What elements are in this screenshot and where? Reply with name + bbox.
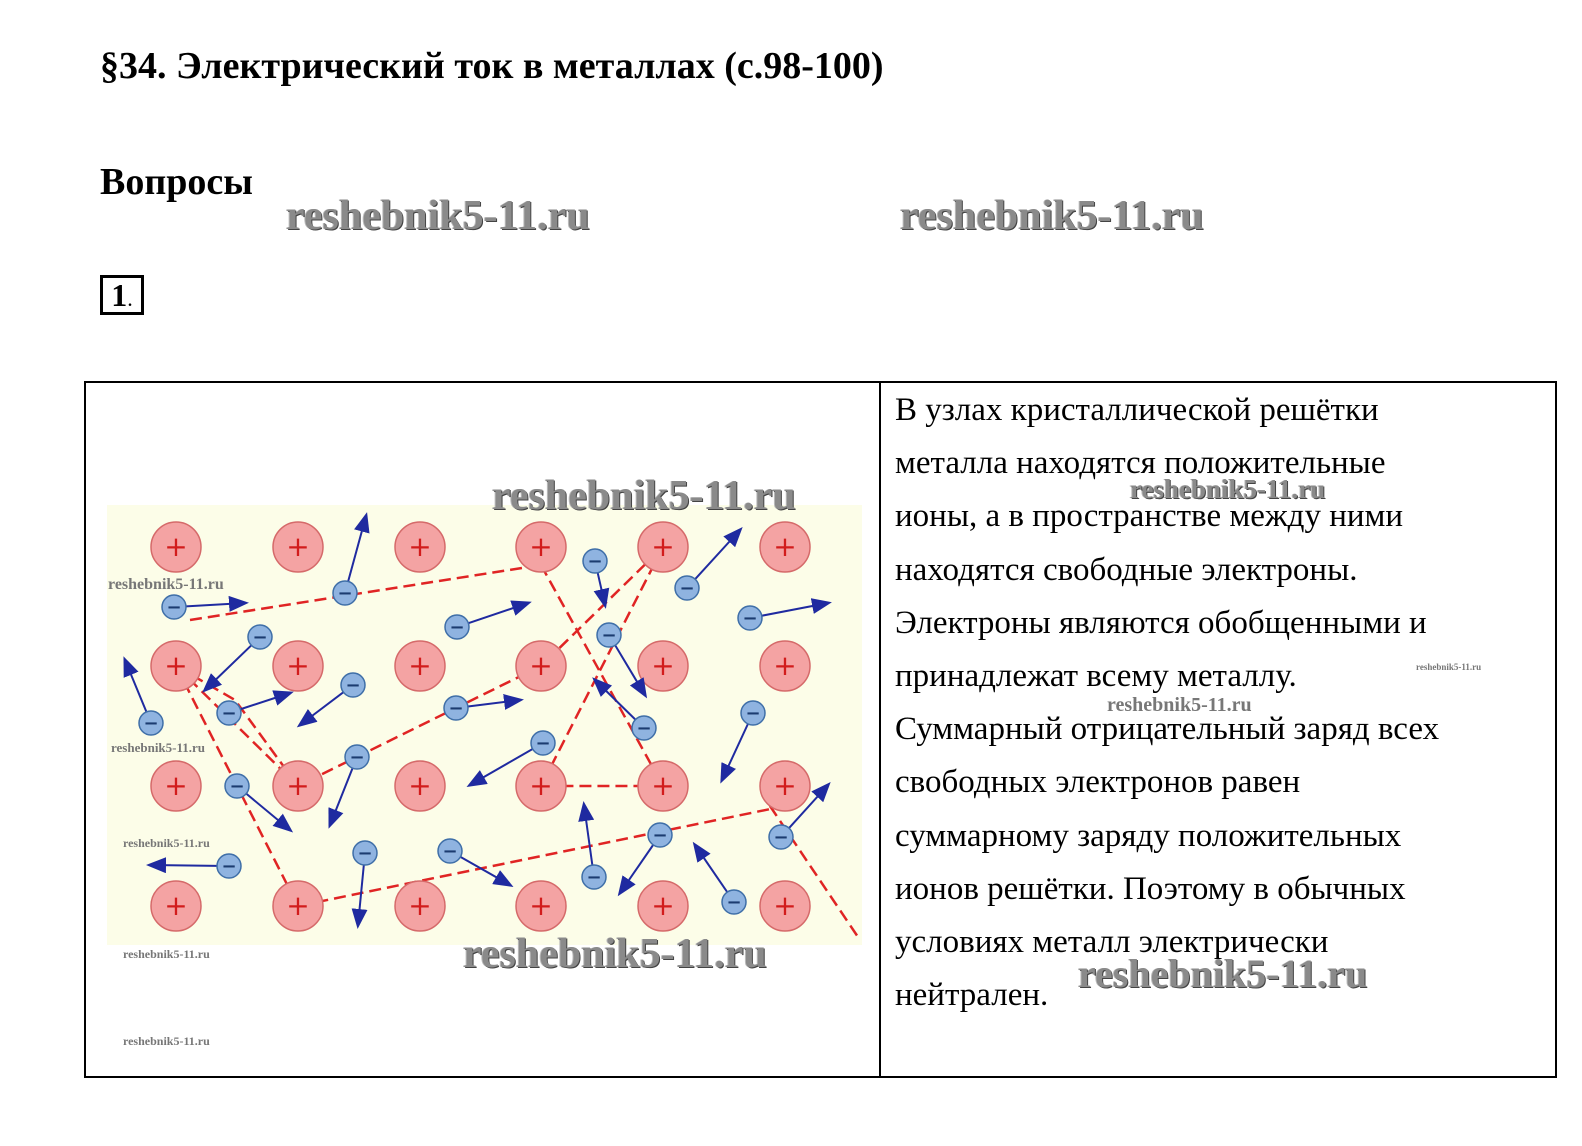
watermark: reshebnik5-11.ru — [492, 473, 796, 519]
page-title: §34. Электрический ток в металлах (с.98-100) — [100, 45, 884, 87]
answer-line: находятся свободные электроны. — [895, 551, 1358, 588]
electron-sign: − — [745, 703, 761, 724]
ion-sign: + — [651, 769, 675, 802]
electron-sign: − — [442, 841, 458, 862]
answer-line: ионы, а в пространстве между ними — [895, 498, 1404, 535]
electron-sign: − — [726, 892, 742, 913]
answer-line: суммарному заряду положительных — [895, 817, 1402, 854]
ion-sign: + — [773, 649, 797, 682]
electron-sign: − — [252, 627, 268, 648]
electron-sign: − — [143, 713, 159, 734]
electron-sign: − — [221, 856, 237, 877]
ion-sign: + — [651, 530, 675, 563]
ion-sign: + — [773, 530, 797, 563]
electron-sign: − — [221, 703, 237, 724]
watermark: reshebnik5-11.ru — [123, 836, 210, 850]
ion-sign: + — [773, 889, 797, 922]
watermark: reshebnik5-11.ru — [123, 947, 210, 961]
watermark: reshebnik5-11.ru — [463, 931, 767, 977]
watermark: reshebnik5-11.ru — [1416, 662, 1482, 672]
ion-sign: + — [651, 649, 675, 682]
watermark: reshebnik5-11.ru — [123, 1034, 210, 1048]
electron-sign: − — [166, 597, 182, 618]
ion-sign: + — [286, 889, 310, 922]
ion-sign: + — [164, 889, 188, 922]
watermark: reshebnik5-11.ru — [111, 740, 206, 755]
electron-sign: − — [601, 625, 617, 646]
electron-sign: − — [535, 733, 551, 754]
ion-sign: + — [773, 769, 797, 802]
answer-line: нейтрален. — [895, 977, 1049, 1014]
watermark: reshebnik5-11.ru — [1130, 474, 1326, 504]
electron-sign: − — [586, 867, 602, 888]
ion-sign: + — [164, 769, 188, 802]
ion-sign: + — [408, 769, 432, 802]
ion-sign: + — [164, 649, 188, 682]
electron-sign: − — [229, 776, 245, 797]
question-number: 1. — [100, 275, 144, 315]
answer-line: Электроны являются обобщенными и — [895, 604, 1427, 641]
ion-sign: + — [529, 530, 553, 563]
watermark: reshebnik5-11.ru — [286, 193, 590, 239]
metal-lattice-figure — [107, 505, 862, 945]
electron-sign: − — [636, 718, 652, 739]
answer-line: металла находятся положительные — [895, 445, 1386, 482]
answer-line: принадлежат всему металлу. — [895, 658, 1297, 695]
electron-sign: − — [448, 698, 464, 719]
electron-sign: − — [349, 747, 365, 768]
ion-sign: + — [286, 649, 310, 682]
lattice-diagram — [107, 505, 862, 945]
ion-sign: + — [408, 530, 432, 563]
answer-line: условиях металл электрически — [895, 924, 1329, 961]
table-divider — [879, 381, 881, 1078]
electron-sign: − — [679, 578, 695, 599]
ion-sign: + — [164, 530, 188, 563]
watermark: reshebnik5-11.ru — [1078, 951, 1368, 996]
watermark: reshebnik5-11.ru — [1107, 694, 1252, 716]
ion-sign: + — [529, 769, 553, 802]
velocity-arrow — [150, 865, 217, 866]
ion-sign: + — [286, 769, 310, 802]
electron-sign: − — [449, 617, 465, 638]
answer-line: ионов решётки. Поэтому в обычных — [895, 870, 1406, 907]
answer-line: свободных электронов равен — [895, 764, 1301, 801]
section-heading: Вопросы — [100, 161, 253, 203]
answer-line: Суммарный отрицательный заряд всех — [895, 711, 1440, 748]
electron-sign: − — [773, 827, 789, 848]
watermark: reshebnik5-11.ru — [108, 576, 224, 593]
electron-sign: − — [587, 551, 603, 572]
electron-sign: − — [357, 843, 373, 864]
watermark: reshebnik5-11.ru — [900, 193, 1204, 239]
electron-sign: − — [742, 608, 758, 629]
electron-sign: − — [652, 825, 668, 846]
electron-sign: − — [337, 583, 353, 604]
ion-sign: + — [408, 649, 432, 682]
ion-sign: + — [651, 889, 675, 922]
question-number-value: 1 — [111, 277, 128, 313]
ion-sign: + — [408, 889, 432, 922]
ion-sign: + — [529, 649, 553, 682]
ion-sign: + — [529, 889, 553, 922]
electron-sign: − — [345, 675, 361, 696]
ion-sign: + — [286, 530, 310, 563]
answer-line: В узлах кристаллической решётки — [895, 392, 1379, 428]
